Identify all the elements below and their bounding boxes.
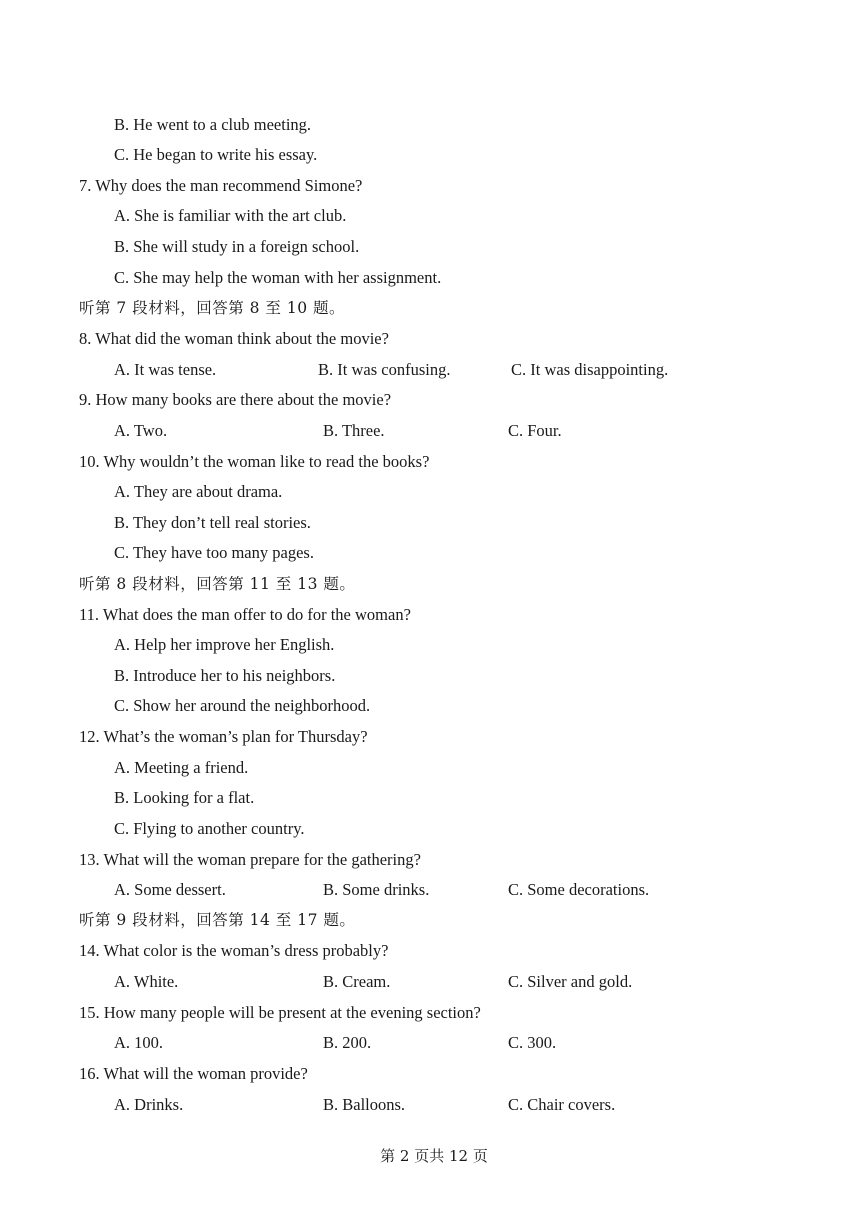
question-9: 9. How many books are there about the movie? <box>79 390 392 409</box>
question-11: 11. What does the man offer to do for the woman? <box>79 605 411 624</box>
option-16c: C. Chair covers. <box>508 1095 616 1114</box>
option-12b: B. Looking for a flat. <box>114 788 255 807</box>
page-number-footer: 第 2 页共 12 页 <box>380 1147 488 1165</box>
option-13b: B. Some drinks. <box>323 880 430 899</box>
option-14b: B. Cream. <box>323 972 391 991</box>
option-10b: B. They don’t tell real stories. <box>114 513 311 532</box>
option-16b: B. Balloons. <box>323 1095 406 1114</box>
option-14a: A. White. <box>114 972 179 991</box>
option-7c: C. She may help the woman with her assignment. <box>114 268 442 287</box>
option-6c: C. He began to write his essay. <box>114 145 318 164</box>
section-heading-8: 听第 8 段材料，回答第 11 至 13 题。 <box>79 575 356 593</box>
option-10a: A. They are about drama. <box>114 482 283 501</box>
option-9c: C. Four. <box>508 421 562 440</box>
option-12c: C. Flying to another country. <box>114 819 305 838</box>
option-15a: A. 100. <box>114 1033 164 1052</box>
option-14c: C. Silver and gold. <box>508 972 633 991</box>
option-8b: B. It was confusing. <box>318 360 451 379</box>
option-7a: A. She is familiar with the art club. <box>114 206 347 225</box>
question-12: 12. What’s the woman’s plan for Thursday? <box>79 727 368 746</box>
question-16: 16. What will the woman provide? <box>79 1064 308 1083</box>
option-12a: A. Meeting a friend. <box>114 758 249 777</box>
option-7b: B. She will study in a foreign school. <box>114 237 360 256</box>
question-14: 14. What color is the woman’s dress probably? <box>79 941 389 960</box>
option-9a: A. Two. <box>114 421 168 440</box>
option-15c: C. 300. <box>508 1033 557 1052</box>
option-10c: C. They have too many pages. <box>114 543 314 562</box>
option-9b: B. Three. <box>323 421 385 440</box>
question-15: 15. How many people will be present at the evening section? <box>79 1003 481 1022</box>
option-8a: A. It was tense. <box>114 360 217 379</box>
option-15b: B. 200. <box>323 1033 372 1052</box>
section-heading-9: 听第 9 段材料，回答第 14 至 17 题。 <box>79 911 356 929</box>
option-11a: A. Help her improve her English. <box>114 635 335 654</box>
option-11c: C. Show her around the neighborhood. <box>114 696 371 715</box>
option-8c: C. It was disappointing. <box>511 360 669 379</box>
question-13: 13. What will the woman prepare for the gathering? <box>79 850 421 869</box>
option-13a: A. Some dessert. <box>114 880 226 899</box>
option-13c: C. Some decorations. <box>508 880 650 899</box>
option-11b: B. Introduce her to his neighbors. <box>114 666 336 685</box>
question-7: 7. Why does the man recommend Simone? <box>79 176 363 195</box>
question-8: 8. What did the woman think about the movie? <box>79 329 389 348</box>
option-16a: A. Drinks. <box>114 1095 184 1114</box>
option-6b: B. He went to a club meeting. <box>114 115 312 134</box>
question-10: 10. Why wouldn’t the woman like to read the books? <box>79 452 430 471</box>
section-heading-7: 听第 7 段材料，回答第 8 至 10 题。 <box>79 299 346 317</box>
